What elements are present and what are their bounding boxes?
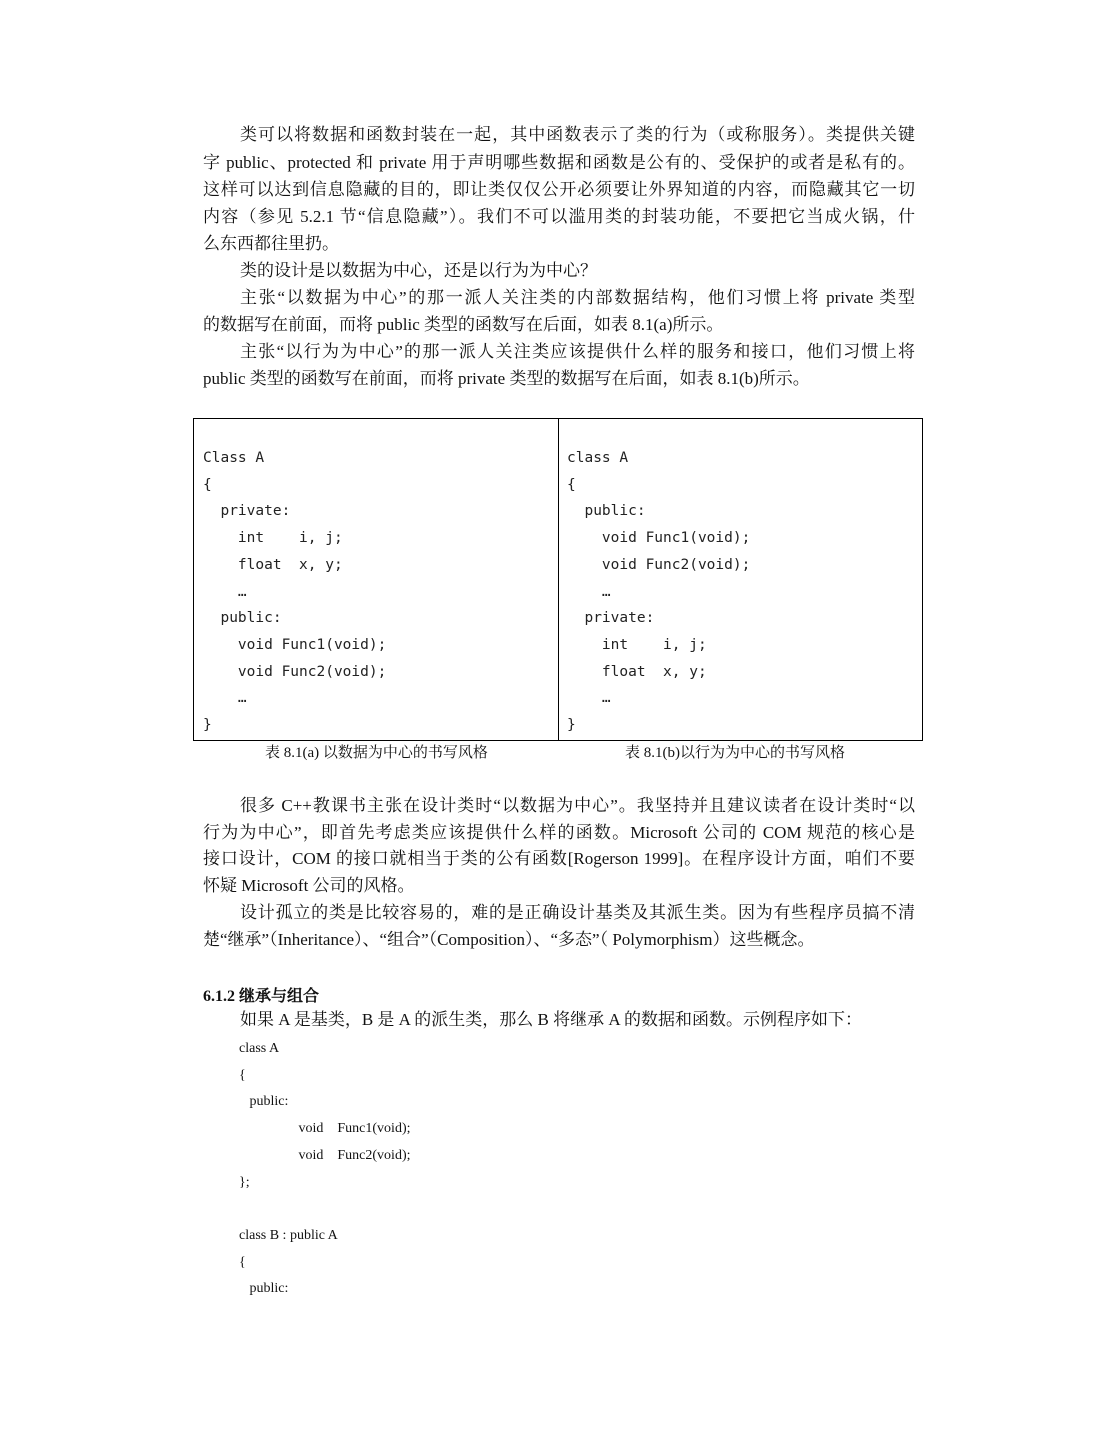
paragraph-line: 主张“以行为为中心”的那一派人关注类应该提供什么样的服务和接口，他们习惯上将 [240, 342, 915, 361]
paragraph-line: 么东西都往里扔。 [203, 234, 339, 253]
code-data-centered: Class A { private: int i, j; float x, y; … public: void Func1(void); void Func2(void); … } [203, 450, 387, 734]
paragraph-line: 很多 C++教课书主张在设计类时“以数据为中心”。我坚持并且建议读者在设计类时“以 [240, 796, 915, 815]
paragraph-line: 楚“继承”（Inheritance）、“组合”（Composition）、“多态”（ Polymorphism）这些概念。 [203, 930, 815, 949]
table-caption-a: 表 8.1(a) 以数据为中心的书写风格 [265, 745, 488, 761]
paragraph-line: 字 public、protected 和 private 用于声明哪些数据和函数是公有的、受保护的或者是私有的。 [203, 153, 915, 172]
example-code: class A { public: void Func1(void); void Func2(void); }; class B : public A { public: [239, 1041, 411, 1297]
paragraph-line: 行为为中心”，即首先考虑类应该提供什么样的函数。Microsoft 公司的 COM 规范的核心是 [203, 823, 915, 842]
paragraph-line: 接口设计，COM 的接口就相当于类的公有函数[Rogerson 1999]。在程序设计方面，咱们不要 [203, 849, 915, 868]
paragraph-line: 怀疑 Microsoft 公司的风格。 [203, 876, 415, 895]
table-caption-b: 表 8.1(b)以行为为中心的书写风格 [625, 745, 845, 761]
code-behavior-centered: class A { public: void Func1(void); void Func2(void); … private: int i, j; float x, y; … } [567, 450, 751, 734]
table-divider [558, 419, 559, 740]
paragraph-line: 类可以将数据和函数封装在一起，其中函数表示了类的行为（或称服务）。类提供关键 [240, 125, 915, 144]
paragraph-line: 内容（参见 5.2.1 节“信息隐藏”）。我们不可以滥用类的封装功能，不要把它当成火锅，什 [203, 207, 915, 226]
paragraph-line: 类的设计是以数据为中心，还是以行为为中心？ [240, 261, 597, 280]
paragraph-line: 这样可以达到信息隐藏的目的，即让类仅仅公开必须要让外界知道的内容，而隐藏其它一切 [203, 180, 915, 199]
section-heading: 6.1.2 继承与组合 [203, 988, 320, 1005]
code-comparison-table [193, 418, 923, 741]
paragraph-line: 主张“以数据为中心”的那一派人关注类的内部数据结构，他们习惯上将 private 类型 [240, 288, 915, 307]
section-intro: 如果 A 是基类，B 是 A 的派生类，那么 B 将继承 A 的数据和函数。示例程序如下： [240, 1010, 862, 1029]
paragraph-line: public 类型的函数写在前面，而将 private 类型的数据写在后面，如表 8.1(b)所示。 [203, 369, 810, 388]
paragraph-line: 设计孤立的类是比较容易的，难的是正确设计基类及其派生类。因为有些程序员搞不清 [240, 903, 915, 922]
paragraph-line: 的数据写在前面，而将 public 类型的函数写在后面，如表 8.1(a)所示。 [203, 315, 724, 334]
